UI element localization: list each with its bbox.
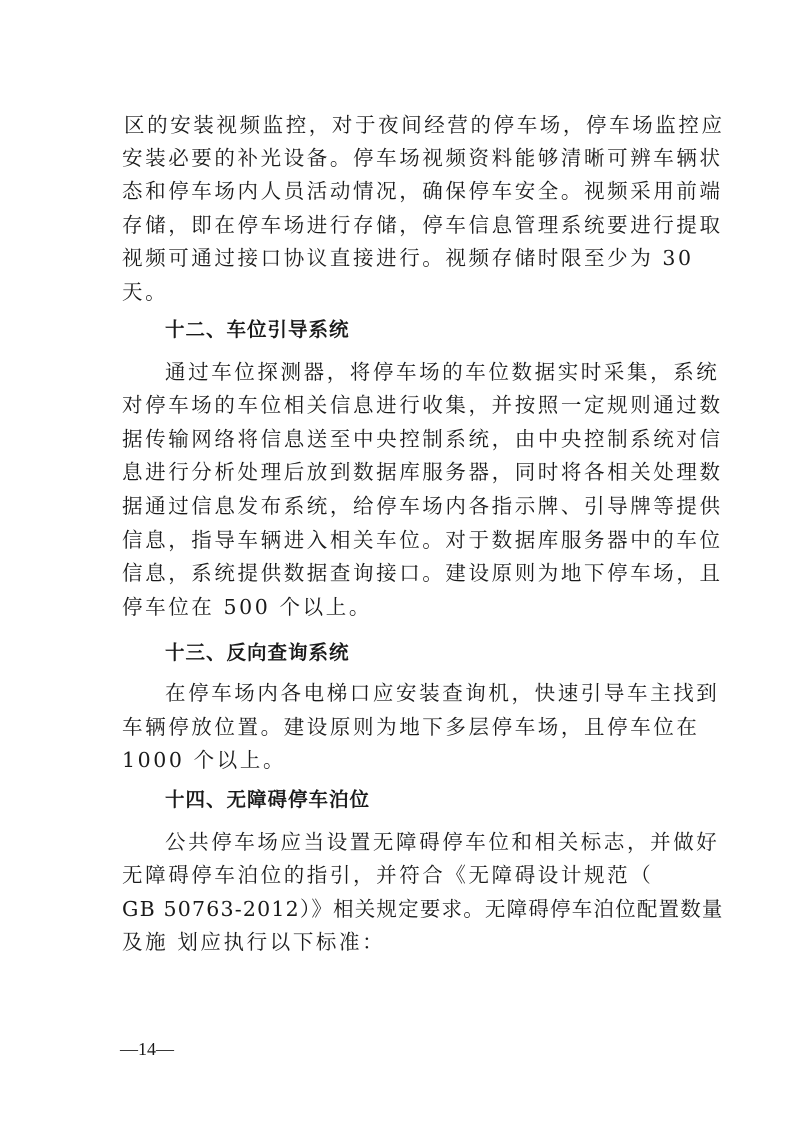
paragraph-line: 停车位在 500 个以上。 <box>122 595 372 619</box>
paragraph-line: 存储，即在停车场进行存储，停车信息管理系统要进行提取 <box>122 213 723 237</box>
paragraph-line: 据传输网络将信息送至中央控制系统，由中央控制系统对信 <box>122 427 723 451</box>
paragraph-line: 据通过信息发布系统，给停车场内各指示牌、引导牌等提供 <box>122 494 723 518</box>
paragraph-line: 在停车场内各电梯口应安装查询机，快速引导车主找到 <box>165 681 720 705</box>
section-heading: 十二、车位引导系统 <box>165 318 350 341</box>
section-heading: 十三、反向查询系统 <box>165 641 350 664</box>
paragraph-line: GB 50763-2012）》相关规定要求。无障碍停车泊位配置数量 <box>122 897 724 921</box>
paragraph-line: 视频可通过接口协议直接进行。视频存储时限至少为 30 <box>122 246 694 270</box>
paragraph-line: 天。 <box>122 280 169 304</box>
paragraph-line: 无障碍停车泊位的指引，并符合《无障碍设计规范（ <box>122 863 654 887</box>
section-heading: 十四、无障碍停车泊位 <box>165 788 371 811</box>
paragraph-line: 信息，指导车辆进入相关车位。对于数据库服务器中的车位 <box>122 528 723 552</box>
paragraph-line: 1000 个以上。 <box>122 748 287 772</box>
paragraph-line: 车辆停放位置。建设原则为地下多层停车场，且停车位在 <box>122 715 700 739</box>
paragraph-line: 对停车场的车位相关信息进行收集，并按照一定规则通过数 <box>122 393 723 417</box>
paragraph-line: 安装必要的补光设备。停车场视频资料能够清晰可辨车辆状 <box>122 146 723 170</box>
paragraph-line: 及施 划应执行以下标准： <box>122 930 386 954</box>
page-number: —14— <box>120 1039 174 1059</box>
paragraph-line: 态和停车场内人员活动情况，确保停车安全。视频采用前端 <box>122 179 723 203</box>
paragraph-line: 息进行分析处理后放到数据库服务器，同时将各相关处理数 <box>122 460 723 484</box>
paragraph-line: 公共停车场应当设置无障碍停车位和相关标志，并做好 <box>165 830 720 854</box>
paragraph-line: 通过车位探测器，将停车场的车位数据实时采集，系统 <box>165 360 720 384</box>
paragraph-line: 信息，系统提供数据查询接口。建设原则为地下停车场，且 <box>122 561 723 585</box>
paragraph-line: 区的安装视频监控，对于夜间经营的停车场，停车场监控应 <box>124 113 725 137</box>
